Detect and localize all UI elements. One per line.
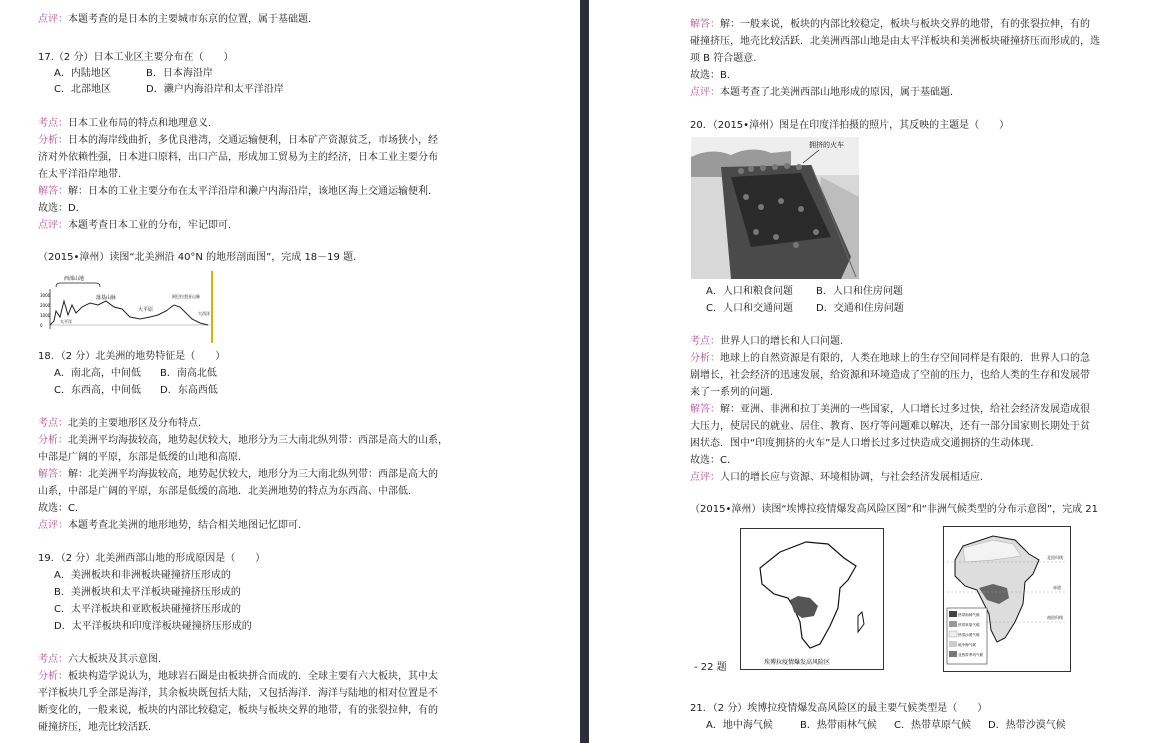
q19-analysis-3: 断变化的，一般来说，板块的内部比较稳定，板块与板块交界的地带，有的张裂拉伸，有的 <box>38 705 438 716</box>
q19-comment: 点评：本题考查了北美洲西部山地形成的原因，属于基础题. <box>690 87 954 98</box>
profile-ytick-3000: 3000 <box>40 293 51 298</box>
profile-label-pacific: 太平洋 <box>60 319 72 324</box>
q19-analysis-1: 分析：板块构造学说认为，地球岩石圈是由板块拼合而成的．全球主要有六大板块，其中太 <box>38 671 438 682</box>
map2-legend-desert: 热带沙漠气候 <box>958 633 980 637</box>
q20-options-row1 <box>706 285 903 299</box>
question-19: 19．（2 分）北美洲西部山地的形成原因是（ ） <box>38 553 266 564</box>
q18-analysis-2: 中部是广阔的平原，东部是低缓的山地和高原. <box>38 452 242 463</box>
q18-options-row1 <box>54 367 217 381</box>
map2-label-tropic-capricorn: 南回归线 <box>1047 615 1063 620</box>
profile-label-rockies: 落基山脉 <box>96 295 117 301</box>
q18-kaodian: 考点：北美的主要地形区及分布特点. <box>38 418 202 429</box>
map2-legend-savanna: 热带草原气候 <box>958 623 980 627</box>
q17-option-b: B．日本海沿岸 <box>146 68 213 79</box>
q17-comment: 点评：本题考查日本工业的分布，牢记即可. <box>38 220 232 231</box>
q20-kaodian: 考点：世界人口的增长和人口问题. <box>690 336 844 347</box>
q21-option-c: C．热带草原气候 <box>894 720 971 731</box>
profile-label-atlantic: 大西洋 <box>198 311 210 316</box>
q18-option-d: D．东高西低 <box>160 385 218 396</box>
q19-analysis-2: 平洋板块几乎全部是海洋，其余板块既包括大陆，又包括海洋．海洋与陆地的相对位置是不 <box>38 688 438 699</box>
map2-legend-mediterranean: 地中海气候 <box>958 643 976 647</box>
q19-kaodian: 考点：六大板块及其示意图. <box>38 654 162 665</box>
question-17: 17.（2 分）日本工业区主要分布在（ ） <box>38 52 234 63</box>
intro-18-19: （2015•漳州）读图“北美洲沿 40°N 的地形剖面图”，完成 18－19 题. <box>38 252 357 263</box>
question-21: 21．（2 分）埃博拉疫情爆发高风险区的最主要气候类型是（ ） <box>690 703 988 714</box>
profile-ytick-1000: 1000 <box>40 313 51 318</box>
page-gutter <box>562 0 606 743</box>
q21-options <box>706 719 1066 733</box>
profile-label-appalachians: 阿巴拉契亚山脉 <box>172 294 200 299</box>
q21-option-a: A．地中海气候 <box>706 720 773 731</box>
question-18: 18．（2 分）北美洲的地势特征是（ ） <box>38 351 226 362</box>
map2-label-equator: 赤道 <box>1053 585 1061 590</box>
profile-label-western-mountains: 西部山地 <box>64 276 85 282</box>
q20-choice: 故选：C． <box>690 455 737 466</box>
profile-ytick-2000: 2000 <box>40 303 51 308</box>
q17-choice: 故选：D． <box>38 203 86 214</box>
q17-analysis-3: 在太平洋沿岸地带. <box>38 169 122 180</box>
intro-21: （2015•漳州）读图“埃博拉疫情爆发高风险区图”和“非洲气候类型的分布示意图”，完成 21 <box>690 504 1098 515</box>
terrain-profile-figure <box>40 271 215 343</box>
q20-option-d: D．交通和住房问题 <box>816 303 904 314</box>
q20-analysis-2: 剧增长，社会经济的迅速发展，给资源和环境造成了空前的压力，也给人类的生存和发展带 <box>690 370 1090 381</box>
page-divider-bar <box>580 0 589 743</box>
left-page <box>0 0 562 743</box>
q17-analysis-1: 分析：日本的海岸线曲折，多优良港湾，交通运输便利，日本矿产资源贫乏，市场狭小，经 <box>38 135 438 146</box>
q19-option-d: D．太平洋板块和印度洋板块碰撞挤压形成的 <box>54 621 252 632</box>
q18-choice: 故选：C． <box>38 503 85 514</box>
africa-climate-map <box>943 526 1071 672</box>
q20-option-b: B．人口和住房问题 <box>816 286 903 297</box>
q20-answer-1: 解答：解：亚洲、非洲和拉丁美洲的一些国家，人口增长过多过快，给社会经济发展造成很 <box>690 404 1090 415</box>
q17-options-row2 <box>54 83 284 97</box>
q17-option-c: C．北部地区 <box>54 84 111 95</box>
q20-analysis-1: 分析：地球上的自然资源是有限的，人类在地球上的生存空间同样是有限的．世界人口的急 <box>690 353 1090 364</box>
q17-options-row1 <box>54 67 213 81</box>
q19-answer-2: 碰撞挤压，地壳比较活跃．北美洲西部山地是由太平洋板块和美洲板块碰撞挤压而形成的，选 <box>690 36 1100 47</box>
q19-answer-1: 解答：解：一般来说，板块的内部比较稳定，板块与板块交界的地带，有的张裂拉伸，有的 <box>690 19 1090 30</box>
q19-option-c: C．太平洋板块和亚欧板块碰撞挤压形成的 <box>54 604 241 615</box>
q17-answer: 解答：解：日本的工业主要分布在太平洋沿岸和濑户内海沿岸，该地区海上交通运输便利． <box>38 186 438 197</box>
q18-answer-2: 山系，中部是广阔的平原，东部是低缓的高地．北美洲地势的特点为东西高、中部低． <box>38 486 418 497</box>
ebola-risk-map <box>740 528 884 670</box>
q18-options-row2 <box>54 384 218 398</box>
q20-option-a: A．人口和粮食问题 <box>706 286 793 297</box>
q20-analysis-3: 来了一系列的问题. <box>690 387 774 398</box>
q19-option-a: A．美洲板块和非洲板块碰撞挤压形成的 <box>54 570 231 581</box>
q20-comment: 点评：人口的增长应与资源、环境相协调，与社会经济发展相适应. <box>690 472 984 483</box>
q17-option-a: A．内陆地区 <box>54 68 111 79</box>
q19-analysis-4: 碰撞挤压，地壳比较活跃. <box>38 722 152 733</box>
profile-label-great-plains: 大平原 <box>138 307 154 313</box>
right-page <box>606 0 1173 743</box>
q17-analysis-2: 济对外依赖性强，日本进口原料，出口产品，形成加工贸易为主的经济，日本工业主要分布 <box>38 152 438 163</box>
q19-option-b: B．美洲板块和太平洋板块碰撞挤压形成的 <box>54 587 241 598</box>
comment-line: 点评：本题考查的是日本的主要城市东京的位置，属于基础题. <box>38 14 312 25</box>
q18-option-c: C．东西高，中间低 <box>54 385 141 396</box>
q20-options-row2 <box>706 302 904 316</box>
profile-ytick-0: 0 <box>40 323 43 328</box>
q19-choice: 故选：B． <box>690 70 737 81</box>
q18-analysis-1: 分析：北美洲平均海拔较高，地势起伏较大，地形分为三大南北纵列带：西部是高大的山系， <box>38 435 448 446</box>
q18-option-a: A．南北高，中间低 <box>54 368 141 379</box>
q19-answer-3: 项 B 符合题意. <box>690 53 757 64</box>
question-20: 20．（2015•漳州）图是在印度洋拍摄的照片，其反映的主题是（ ） <box>690 120 1010 131</box>
q18-answer-1: 解答：解：北美洲平均海拔较高，地势起伏较大，地形分为三大南北纵列带：西部是高大的 <box>38 469 438 480</box>
q21-option-b: B．热带雨林气候 <box>800 720 877 731</box>
map1-caption: 埃博拉疫情爆发高风险区 <box>764 659 831 666</box>
q17-option-d: D．濑户内海沿岸和太平洋沿岸 <box>146 84 284 95</box>
map2-legend-rainforest: 热带雨林气候 <box>958 613 980 617</box>
q20-option-c: C．人口和交通问题 <box>706 303 793 314</box>
map2-label-tropic-cancer: 北回归线 <box>1047 555 1063 560</box>
q21-option-d: D．热带沙漠气候 <box>988 720 1066 731</box>
q20-answer-3: 困状态．图中“印度拥挤的火车”是人口增长过多过快造成交通拥挤的生动体现． <box>690 438 1041 449</box>
photo-caption: 拥挤的火车 <box>809 141 844 149</box>
page-number: - 22 题 <box>694 662 727 673</box>
map2-legend-subtropical: 亚热带季风气候 <box>958 653 984 657</box>
q18-comment: 点评：本题考查北美洲的地形地势，结合相关地图记忆即可. <box>38 520 302 531</box>
q20-answer-2: 大压力，使居民的就业、居住、教育、医疗等问题难以解决，还有一部分国家则长期处于贫 <box>690 421 1090 432</box>
q18-option-b: B．南高北低 <box>160 368 217 379</box>
crowded-train-photo <box>691 137 859 279</box>
q17-kaodian: 考点：日本工业布局的特点和地理意义. <box>38 118 212 129</box>
